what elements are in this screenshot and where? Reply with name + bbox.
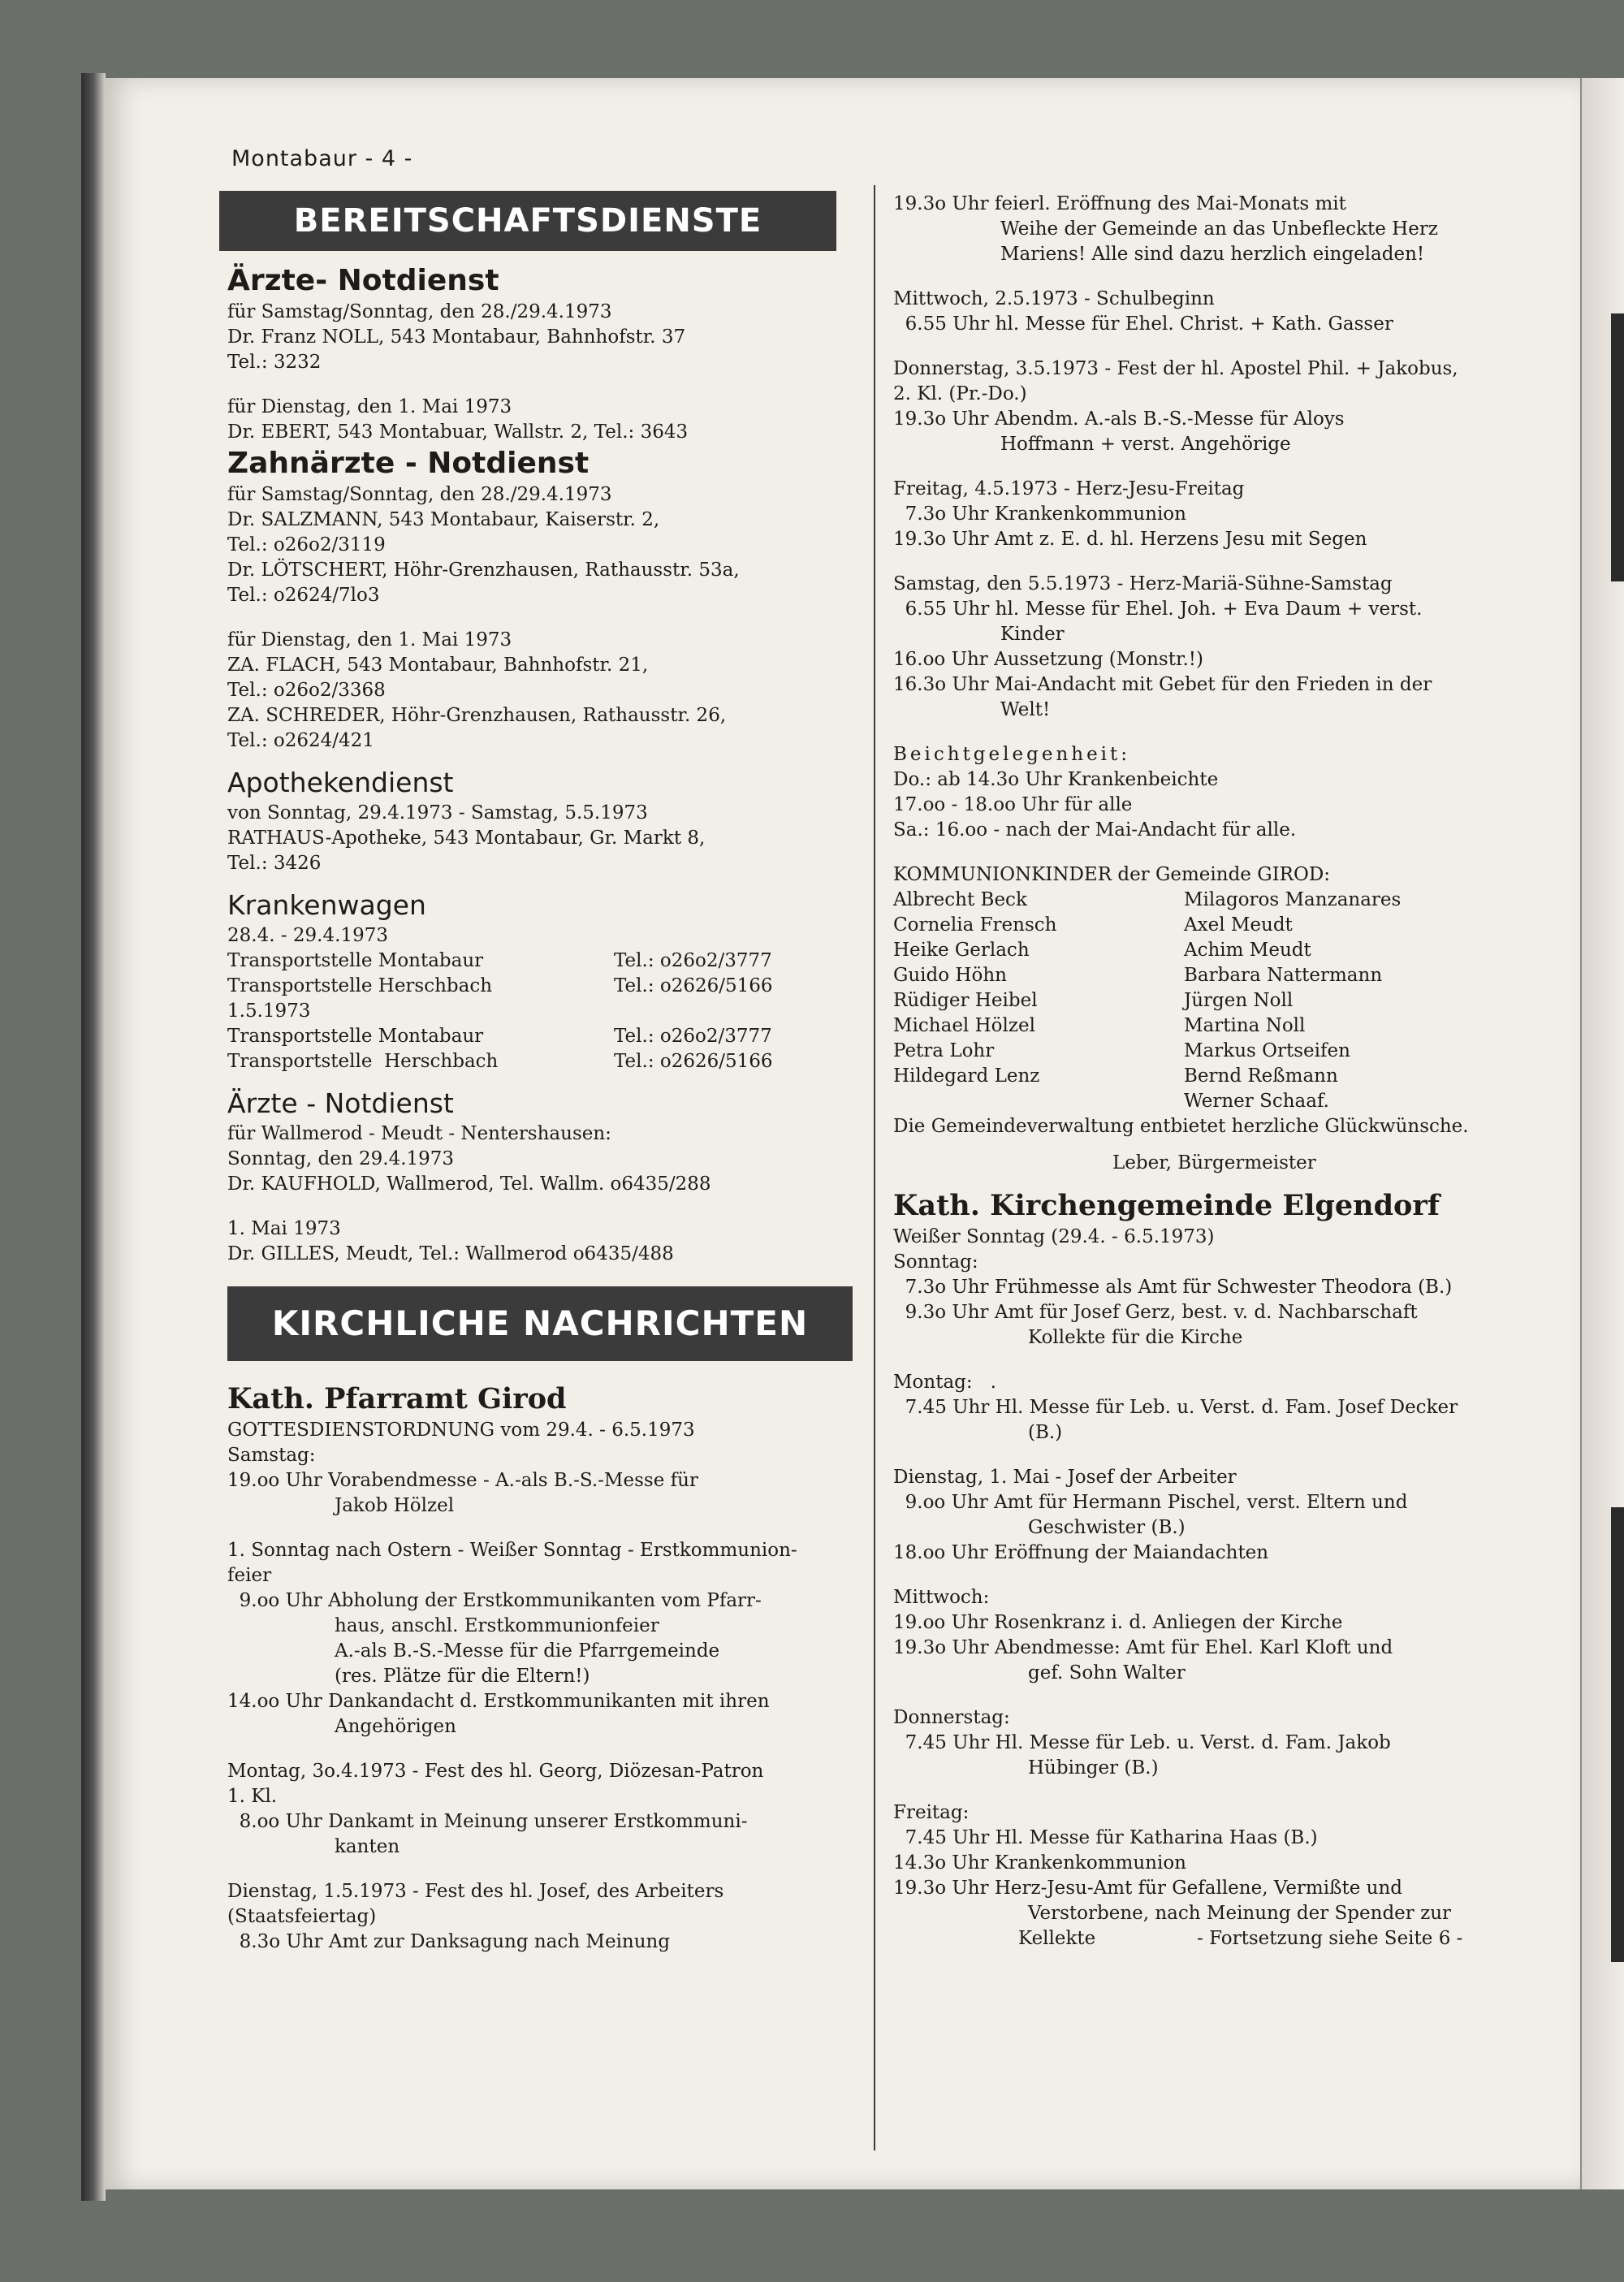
- section-title-girod: Kath. Pfarramt Girod: [227, 1382, 567, 1415]
- text-line: [893, 1686, 1567, 1705]
- text-line: Sonntag, den 29.4.1973: [227, 1148, 455, 1169]
- kommunion-name: Hildegard Lenz: [893, 1065, 1040, 1087]
- text-line: [893, 1566, 1567, 1585]
- text-line: Dienstag, 1.5.1973 - Fest des hl. Josef, des Arbeiters: [227, 1881, 724, 1902]
- text-line: [227, 1519, 861, 1538]
- fortsetzung: - Fortsetzung siehe Seite 6 -: [1197, 1928, 1463, 1949]
- transport-name: Transportstelle Herschbach: [227, 1051, 499, 1072]
- text-line: 14.oo Uhr Dankandacht d. Erstkommunikanten mit ihren: [227, 1691, 770, 1712]
- krankenwagen-rows-1: [227, 949, 861, 999]
- text-line: 16.oo Uhr Aussetzung (Monstr.!): [893, 649, 1203, 670]
- kommunion-title: KOMMUNIONKINDER der Gemeinde GIROD:: [893, 864, 1331, 885]
- text-line: Tel.: o26o2/3368: [227, 680, 386, 701]
- text-line: 19.3o Uhr Amt z. E. d. hl. Herzens Jesu mit Segen: [893, 529, 1367, 550]
- kommunion-name: Markus Ortseifen: [1184, 1040, 1350, 1061]
- text-line: Dienstag, 1. Mai - Josef der Arbeiter: [893, 1467, 1237, 1488]
- transport-tel: Tel.: o26o2/3777: [614, 950, 772, 971]
- kommunion-name: Michael Hölzel: [893, 1015, 1035, 1036]
- krankenwagen-rows-2: [227, 1024, 861, 1074]
- kommunion-row: [893, 1014, 1567, 1039]
- text-line: Sa.: 16.oo - nach der Mai-Andacht für alle.: [893, 819, 1297, 841]
- text-line: Freitag:: [893, 1802, 970, 1823]
- book-binding: [81, 73, 106, 2201]
- text-line: 19.3o Uhr Abendmesse: Amt für Ehel. Karl Kloft und: [893, 1637, 1393, 1658]
- text-line: [227, 375, 861, 395]
- kommunion-name: Guido Höhn: [893, 965, 1007, 986]
- text-line: Weihe der Gemeinde an das Unbefleckte Herz: [1000, 218, 1438, 240]
- kommunion-row: [893, 963, 1567, 988]
- last-line: [893, 1926, 1567, 1951]
- text-line: von Sonntag, 29.4.1973 - Samstag, 5.5.1973: [227, 802, 648, 823]
- text-line: 19.3o Uhr Herz-Jesu-Amt für Gefallene, Vermißte und: [893, 1878, 1402, 1899]
- text-line: [893, 1351, 1567, 1370]
- text-line: Samstag, den 5.5.1973 - Herz-Mariä-Sühne-Samstag: [893, 573, 1393, 594]
- kommunion-name: Milagoros Manzanares: [1184, 889, 1402, 910]
- text-line: 2. Kl. (Pr.-Do.): [893, 383, 1027, 404]
- text-line: Geschwister (B.): [1028, 1517, 1186, 1538]
- transport-row: [227, 949, 861, 974]
- text-line: 8.oo Uhr Dankamt in Meinung unserer Erstkommuni-: [227, 1811, 748, 1832]
- kommunion-name: Albrecht Beck: [893, 889, 1027, 910]
- text-line: Tel.: o26o2/3119: [227, 534, 386, 555]
- kommunion-row: [893, 1039, 1567, 1064]
- text-line: [893, 267, 1567, 287]
- column-divider: [874, 185, 875, 2150]
- aerzte-block: [227, 300, 861, 445]
- text-line: [893, 723, 1567, 742]
- kommunion-name: Petra Lohr: [893, 1040, 995, 1061]
- beicht-title: Beichtgelegenheit:: [893, 744, 1131, 765]
- kommunion-name: Cornelia Frensch: [893, 914, 1057, 936]
- text-line: Welt!: [1000, 699, 1051, 720]
- text-line: 7.3o Uhr Krankenkommunion: [893, 504, 1186, 525]
- text-line: 7.45 Uhr Hl. Messe für Leb. u. Verst. d. Fam. Josef Decker: [893, 1397, 1458, 1418]
- text-line: kanten: [335, 1836, 400, 1857]
- text-line: Angehörigen: [335, 1716, 456, 1737]
- transport-name: Transportstelle Herschbach: [227, 975, 493, 996]
- krankenwagen-date-1: 28.4. - 29.4.1973: [227, 925, 388, 946]
- text-line: ZA. SCHREDER, Höhr-Grenzhausen, Rathausstr. 26,: [227, 705, 727, 726]
- text-line: A.-als B.-S.-Messe für die Pfarrgemeinde: [335, 1640, 720, 1662]
- text-line: 7.45 Uhr Hl. Messe für Leb. u. Verst. d. Fam. Jakob: [893, 1732, 1391, 1753]
- last-line-left: Kellekte: [1018, 1928, 1096, 1949]
- gruss-line: Die Gemeindeverwaltung entbietet herzliche Glückwünsche.: [893, 1116, 1469, 1137]
- apotheke-block: [227, 801, 861, 876]
- transport-name: Transportstelle Montabaur: [227, 1026, 484, 1047]
- text-line: Dr. KAUFHOLD, Wallmerod, Tel. Wallm. o6435/288: [227, 1173, 711, 1195]
- kommunion-name: Werner Schaaf.: [1184, 1091, 1329, 1112]
- text-line: 19.oo Uhr Rosenkranz i. d. Anliegen der Kirche: [893, 1612, 1343, 1633]
- section-title-zahnaerzte: Zahnärzte - Notdienst: [227, 447, 590, 480]
- kommunion-name: [893, 1089, 1184, 1114]
- kommunion-row: [893, 1089, 1567, 1114]
- kommunion-name: Axel Meudt: [1184, 914, 1293, 936]
- text-line: 9.3o Uhr Amt für Josef Gerz, best. v. d. Nachbarschaft: [893, 1302, 1418, 1323]
- text-line: für Samstag/Sonntag, den 28./29.4.1973: [227, 484, 612, 505]
- text-line: Montag: .: [893, 1372, 996, 1393]
- text-line: Samstag:: [227, 1445, 316, 1466]
- girod-block: [227, 1418, 861, 1955]
- kommunion-row: [893, 938, 1567, 963]
- text-line: (B.): [1028, 1422, 1063, 1443]
- text-line: Freitag, 4.5.1973 - Herz-Jesu-Freitag: [893, 478, 1245, 499]
- text-line: 18.oo Uhr Eröffnung der Maiandachten: [893, 1542, 1269, 1563]
- text-line: feier: [227, 1565, 272, 1586]
- text-line: Hübinger (B.): [1028, 1757, 1159, 1778]
- text-line: (Staatsfeiertag): [227, 1906, 377, 1927]
- text-line: Verstorbene, nach Meinung der Spender zur: [1028, 1903, 1452, 1924]
- zahnaerzte-block: [227, 482, 861, 754]
- text-line: 6.55 Uhr hl. Messe für Ehel. Joh. + Eva Daum + verst.: [893, 599, 1423, 620]
- transport-row: [227, 974, 861, 999]
- banner-bereitschaftsdienste: BEREITSCHAFTSDIENSTE: [219, 191, 836, 251]
- text-line: Tel.: 3232: [227, 352, 322, 373]
- text-line: Kollekte für die Kirche: [1028, 1327, 1243, 1348]
- text-line: 16.3o Uhr Mai-Andacht mit Gebet für den Frieden in der: [893, 674, 1432, 695]
- text-line: ZA. FLACH, 543 Montabaur, Bahnhofstr. 21,: [227, 655, 649, 676]
- next-page-edge: [1580, 78, 1624, 2189]
- text-line: 14.3o Uhr Krankenkommunion: [893, 1852, 1186, 1874]
- kommunion-list: [893, 888, 1567, 1114]
- text-line: Tel.: 3426: [227, 853, 322, 874]
- text-line: Do.: ab 14.3o Uhr Krankenbeichte: [893, 769, 1219, 790]
- page-header: Montabaur - 4 -: [231, 146, 413, 171]
- text-line: [227, 1197, 861, 1217]
- text-line: 9.oo Uhr Abholung der Erstkommunikanten vom Pfarr-: [227, 1590, 762, 1611]
- gottesdienst-woche: [893, 192, 1567, 742]
- text-line: 19.3o Uhr Abendm. A.-als B.-S.-Messe für Aloys: [893, 408, 1345, 430]
- text-line: für Wallmerod - Meudt - Nentershausen:: [227, 1123, 611, 1144]
- section-title-apotheke: Apothekendienst: [227, 767, 454, 798]
- text-line: Dr. Franz NOLL, 543 Montabaur, Bahnhofstr. 37: [227, 326, 686, 348]
- kommunion-name: Jürgen Noll: [1184, 990, 1294, 1011]
- text-line: Jakob Hölzel: [335, 1495, 455, 1516]
- text-line: 17.oo - 18.oo Uhr für alle: [893, 794, 1133, 815]
- kommunion-row: [893, 888, 1567, 913]
- transport-row: [227, 1024, 861, 1049]
- text-line: Mariens! Alle sind dazu herzlich eingeladen!: [1000, 244, 1425, 265]
- text-line: 1. Sonntag nach Ostern - Weißer Sonntag - Erstkommunion-: [227, 1540, 797, 1561]
- text-line: GOTTESDIENSTORDNUNG vom 29.4. - 6.5.1973: [227, 1420, 695, 1441]
- text-line: für Dienstag, den 1. Mai 1973: [227, 629, 512, 650]
- left-column: [227, 191, 861, 1955]
- transport-name: Transportstelle Montabaur: [227, 950, 484, 971]
- text-line: Hoffmann + verst. Angehörige: [1000, 434, 1291, 455]
- text-line: Tel.: o2624/421: [227, 730, 374, 751]
- kommunion-name: Bernd Reßmann: [1184, 1065, 1338, 1087]
- right-column: [893, 192, 1567, 1951]
- banner-kirchliche-nachrichten: KIRCHLICHE NACHRICHTEN: [227, 1286, 853, 1361]
- text-line: 9.oo Uhr Amt für Hermann Pischel, verst. Eltern und: [893, 1492, 1408, 1513]
- aerzte-2-block: [227, 1122, 861, 1267]
- text-line: Dr. EBERT, 543 Montabuar, Wallstr. 2, Tel.: 3643: [227, 421, 689, 443]
- text-line: Dr. LÖTSCHERT, Höhr-Grenzhausen, Rathausstr. 53a,: [227, 560, 740, 581]
- text-line: [227, 608, 861, 628]
- text-line: RATHAUS-Apotheke, 543 Montabaur, Gr. Markt 8,: [227, 828, 706, 849]
- text-line: 8.3o Uhr Amt zur Danksagung nach Meinung: [227, 1931, 671, 1952]
- elgendorf-block: [893, 1225, 1567, 1926]
- kommunion-name: Barbara Nattermann: [1184, 965, 1383, 986]
- beicht-block: [893, 767, 1567, 843]
- kommunion-name: Martina Noll: [1184, 1015, 1306, 1036]
- text-line: gef. Sohn Walter: [1028, 1662, 1186, 1683]
- text-line: (res. Plätze für die Eltern!): [335, 1666, 590, 1687]
- text-line: 7.45 Uhr Hl. Messe für Katharina Haas (B.): [893, 1827, 1318, 1848]
- text-line: [227, 1860, 861, 1879]
- text-line: Donnerstag, 3.5.1973 - Fest der hl. Apostel Phil. + Jakobus,: [893, 358, 1458, 379]
- transport-tel: Tel.: o2626/5166: [614, 1051, 773, 1072]
- text-line: [893, 457, 1567, 477]
- text-line: [893, 552, 1567, 572]
- text-line: [893, 337, 1567, 357]
- text-line: Tel.: o2624/7lo3: [227, 585, 380, 606]
- text-line: Montag, 3o.4.1973 - Fest des hl. Georg, Diözesan-Patron: [227, 1761, 764, 1782]
- text-line: Kinder: [1000, 624, 1065, 645]
- section-title-aerzte: Ärzte- Notdienst: [227, 264, 499, 297]
- kommunion-name: Rüdiger Heibel: [893, 990, 1038, 1011]
- text-line: [893, 1781, 1567, 1800]
- transport-row: [227, 1049, 861, 1074]
- kommunion-row: [893, 988, 1567, 1014]
- transport-tel: Tel.: o2626/5166: [614, 975, 773, 996]
- text-line: Mittwoch:: [893, 1587, 990, 1608]
- krankenwagen-date-2: 1.5.1973: [227, 1001, 311, 1022]
- text-line: [227, 1740, 861, 1759]
- text-line: [893, 1446, 1567, 1465]
- text-line: 19.3o Uhr feierl. Eröffnung des Mai-Monats mit: [893, 193, 1346, 214]
- kommunion-name: Achim Meudt: [1184, 940, 1311, 961]
- text-line: Donnerstag:: [893, 1707, 1010, 1728]
- text-line: für Dienstag, den 1. Mai 1973: [227, 396, 512, 417]
- text-line: 1. Kl.: [227, 1786, 278, 1807]
- text-line: Sonntag:: [893, 1251, 978, 1273]
- text-line: Dr. GILLES, Meudt, Tel.: Wallmerod o6435/488: [227, 1243, 674, 1264]
- text-line: 7.3o Uhr Frühmesse als Amt für Schwester Theodora (B.): [893, 1277, 1453, 1298]
- transport-tel: Tel.: o26o2/3777: [614, 1026, 772, 1047]
- text-line: Dr. SALZMANN, 543 Montabaur, Kaiserstr. 2,: [227, 509, 660, 530]
- section-title-elgendorf: Kath. Kirchengemeinde Elgendorf: [893, 1189, 1440, 1222]
- text-line: haus, anschl. Erstkommunionfeier: [335, 1615, 659, 1636]
- section-title-krankenwagen: Krankenwagen: [227, 889, 426, 921]
- text-line: Weißer Sonntag (29.4. - 6.5.1973): [893, 1226, 1215, 1247]
- text-line: 19.oo Uhr Vorabendmesse - A.-als B.-S.-Messe für: [227, 1470, 698, 1491]
- signature: Leber, Bürgermeister: [1112, 1152, 1316, 1173]
- text-line: für Samstag/Sonntag, den 28./29.4.1973: [227, 301, 612, 322]
- text-line: Mittwoch, 2.5.1973 - Schulbeginn: [893, 288, 1215, 309]
- section-title-aerzte-2: Ärzte - Notdienst: [227, 1087, 454, 1119]
- kommunion-row: [893, 913, 1567, 938]
- text-line: 1. Mai 1973: [227, 1218, 341, 1239]
- kommunion-name: Heike Gerlach: [893, 940, 1030, 961]
- text-line: 6.55 Uhr hl. Messe für Ehel. Christ. + Kath. Gasser: [893, 313, 1393, 335]
- kommunion-row: [893, 1064, 1567, 1089]
